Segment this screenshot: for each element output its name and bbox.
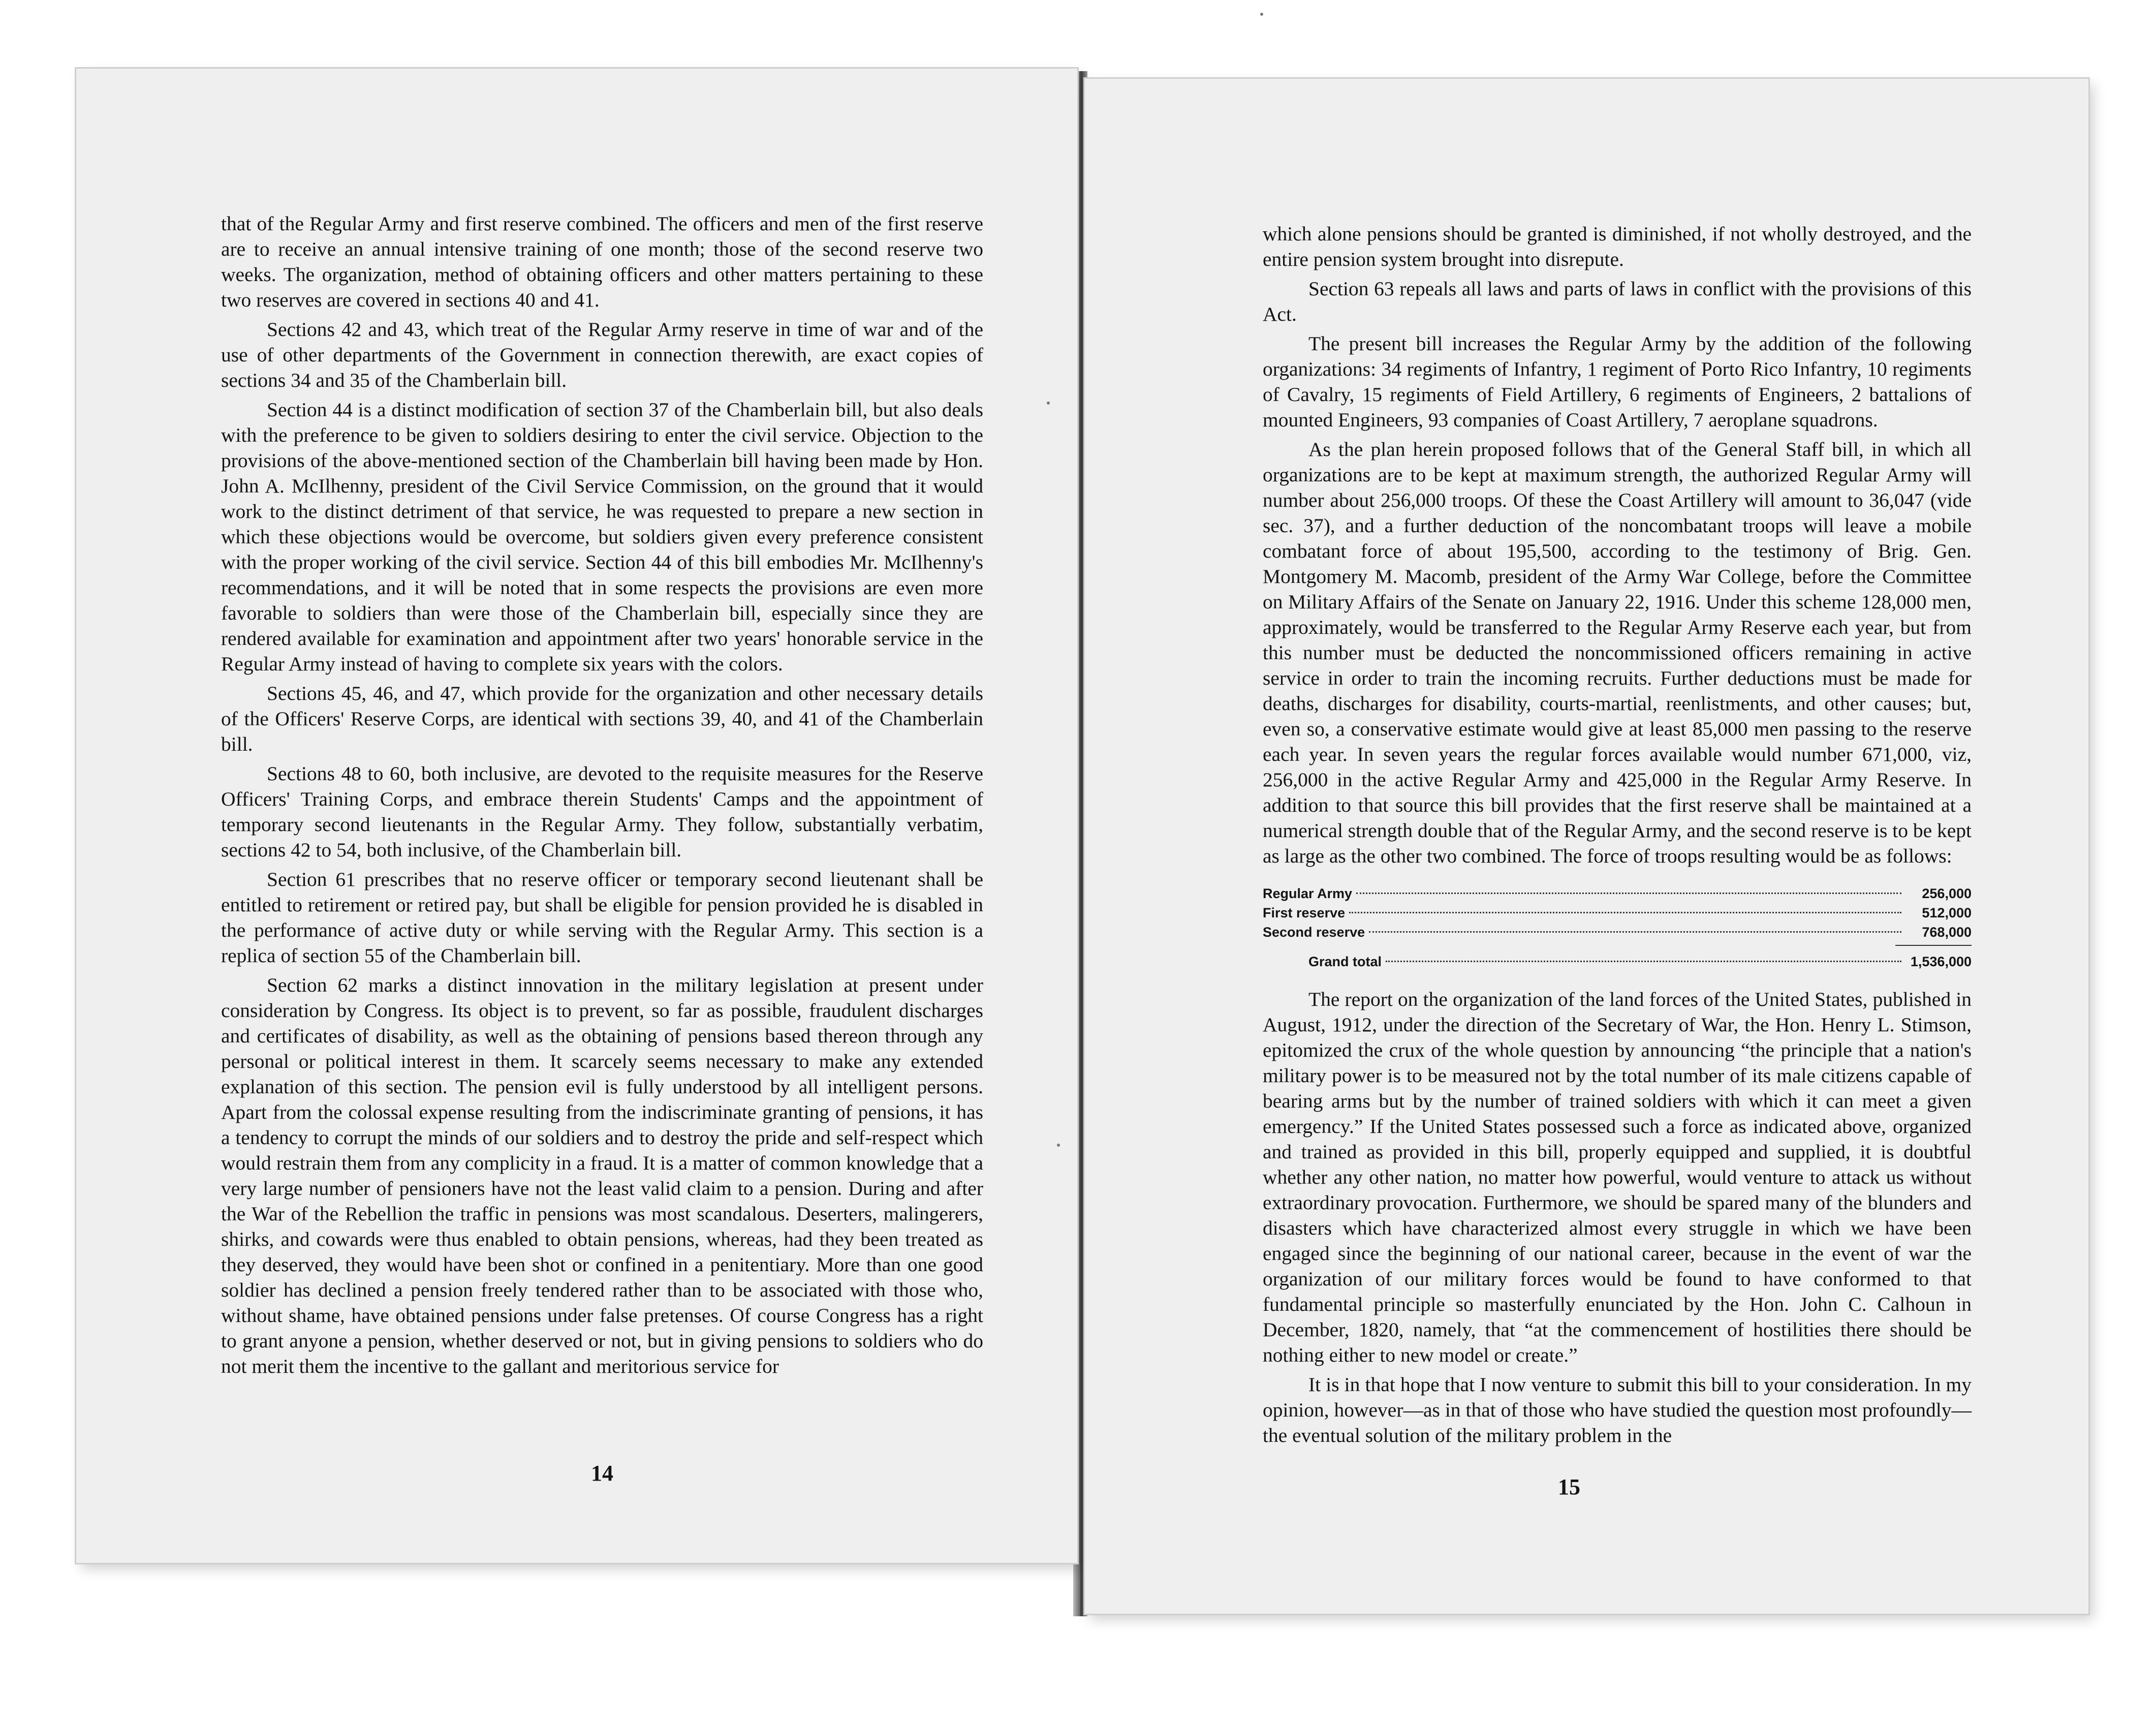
paragraph: Section 44 is a distinct modification of section 37 of the Chamberlain bill, but also deals with the preference to be given to soldiers desiring to enter the civil service. Objection to the provisions of the above-mentioned section of the Chamberlain bill having been made by Hon. John A. McIlhenny, president of the Civil Service Commission, on the ground that it would work to the distinct detriment of that service, he was requested to prepare a new section in which these objections would be overcome, but soldiers given every preference consistent with the proper working of the civil service. Section 44 of this bill embodies Mr. McIlhenny's recommendations, and it will be noted that in some respects the provisions are even more favorable to soldiers than were those of the Chamberlain bill, especially since they are rendered available for examination and appointment after two years' honorable service in the Regular Army instead of having to complete six years with the colors. — [221, 398, 983, 675]
force-table-row — [1263, 922, 1972, 942]
left-page — [76, 69, 1077, 1563]
right-paragraphs-before-table — [1263, 221, 1972, 869]
force-label: Second reserve — [1263, 925, 1365, 940]
paragraph: Section 62 marks a distinct innovation in the military legislation at present under consideration by Congress. Its object is to prevent, so far as possible, fraudulent discharges and certificates of disability, as well as the obtaining of pensions based thereon through any personal or political interest in them. It scarcely seems necessary to make any extended explanation of this section. The pension evil is fully understood by all intelligent persons. Apart from the colossal expense resulting from the indiscriminate granting of pensions, it has a tendency to corrupt the minds of our soldiers and to destroy the pride and self-respect which would restrain them from any complicity in a fraud. It is a matter of common knowledge that a very large number of pensioners have not the least valid claim to a pension. During and after the War of the Rebellion the traffic in pensions was most scandalous. Deserters, malingerers, shirks, and cowards were thus enabled to obtain pensions, whereas, had they been treated as they deserved, they would have been shot or confined in a penitentiary. More than one good soldier has declined a pension freely tendered rather than to be associated with those who, without shame, have obtained pensions under false pretenses. Of course Congress has a right to grant anyone a pension, whether deserved or not, but in giving pensions to soldiers who do not merit them the incentive to the gallant and meritorious service for — [221, 974, 983, 1377]
dust-speck — [1260, 13, 1263, 16]
force-table-total-row — [1263, 952, 1972, 971]
grand-total-label: Grand total — [1308, 954, 1382, 969]
dust-speck — [1047, 402, 1050, 405]
paragraph: As the plan herein proposed follows that of the General Staff bill, in which all organizations are to be kept at maximum strength, the authorized Regular Army will number about 256,000 troops. Of these the Coast Artillery will amount to 36,047 (vide sec. 37), and a further deduction of the noncombatant troops will leave a mobile combatant force of about 195,500, according to the testimony of Brig. Gen. Montgomery M. Macomb, president of the Army War College, before the Committee on Military Affairs of the Senate on January 22, 1916. Under this scheme 128,000 men, approximately, would be transferred to the Regular Army Reserve each year, but from this number must be deducted the noncommissioned officers remaining in active service in order to train the incoming recruits. Further deductions must be made for deaths, discharges for disability, courts-martial, reenlistments, and other causes; but, even so, a conservative estimate would give at least 85,000 men passing to the reserve each year. In seven years the regular forces available would number 671,000, viz, 256,000 in the active Regular Army and 425,000 in the Regular Army Reserve. In addition to that source this bill provides that the first reserve shall be maintained at a numerical strength double that of the Regular Army, and the second reserve is to be kept as large as the other two combined. The force of troops resulting would be as follows: — [1263, 438, 1972, 867]
page-number-right: 15 — [1558, 1474, 1580, 1499]
paragraph: Sections 42 and 43, which treat of the Regular Army reserve in time of war and of the use of other departments of the Government in connection therewith, are exact copies of sections 34 and 35 of the Chamberlain bill. — [221, 318, 983, 391]
paragraph: Sections 48 to 60, both inclusive, are devoted to the requisite measures for the Reserve Officers' Training Corps, and embrace therein Students' Camps and the appointment of temporary second lieutenants in the Regular Army. They follow, substantially verbatim, sections 42 to 54, both inclusive, of the Chamberlain bill. — [221, 762, 983, 861]
dust-speck — [1057, 1144, 1060, 1147]
force-table — [1263, 884, 1972, 971]
force-label: First reserve — [1263, 905, 1346, 920]
right-page — [1085, 79, 2088, 1614]
force-value: 512,000 — [1922, 905, 1972, 920]
force-label: Regular Army — [1263, 886, 1353, 901]
force-table-rows — [1263, 884, 1972, 942]
paragraph: Section 61 prescribes that no reserve officer or temporary second lieutenant shall be entitled to retirement or retired pay, but shall be eligible for pension provided he is disabled in the performance of active duty or while serving with the Regular Army. This section is a replica of section 55 of the Chamberlain bill. — [221, 868, 983, 967]
grand-total-value: 1,536,000 — [1910, 954, 1972, 969]
paragraph: Sections 45, 46, and 47, which provide for the organization and other necessary details of the Officers' Reserve Corps, are identical with sections 39, 40, and 41 of the Chamberlain bill. — [221, 682, 983, 755]
paragraph: The present bill increases the Regular Army by the addition of the following organizations: 34 regiments of Infantry, 1 regiment of Porto Rico Infantry, 10 regiments of Cavalry, 15 regiments of Field Artillery, 6 regiments of Engineers, 2 battalions of mounted Engineers, 93 companies of Coast Artillery, 7 aeroplane squadrons. — [1263, 332, 1972, 431]
leader-dots — [1356, 893, 1901, 894]
left-page-text — [221, 211, 983, 1379]
paragraph: Section 63 repeals all laws and parts of laws in conflict with the provisions of this Act. — [1263, 278, 1972, 325]
leader-dots — [1349, 912, 1901, 913]
right-paragraphs-after-table — [1263, 987, 1972, 1448]
paragraph: that of the Regular Army and first reserve combined. The officers and men of the first reserve are to receive an annual intensive training of one month; those of the second reserve two weeks. The organization, method of obtaining officers and other matters pertaining to these two reserves are covered in sections 40 and 41. — [221, 212, 983, 311]
total-rule — [1895, 945, 1972, 946]
force-value: 768,000 — [1922, 925, 1972, 940]
page-number-left: 14 — [591, 1461, 613, 1486]
paragraph: It is in that hope that I now venture to submit this bill to your consideration. In my opinion, however—as in that of those who have studied the question most profoundly—the eventual solution of the military problem in the — [1263, 1373, 1972, 1447]
paragraph: which alone pensions should be granted is diminished, if not wholly destroyed, and the entire pension system brought into disrepute. — [1263, 223, 1972, 270]
paragraph: The report on the organization of the land forces of the United States, published in August, 1912, under the direction of the Secretary of War, the Hon. Henry L. Stimson, epitomized the crux of the whole question by announcing “the principle that a nation's military power is to be measured not by the total number of its male citizens capable of bearing arms but by the number of trained soldiers with which it can meet a given emergency.” If the United States possessed such a force as indicated above, organized and trained as provided in this bill, properly equipped and supplied, it is doubtful whether any other nation, no matter how powerful, would venture to attack us without extraordinary provocation. Furthermore, we should be spared many of the blunders and disasters which have characterized almost every struggle in which we have been engaged since the beginning of our national career, because in the event of war the organization of our military forces would be found to have conformed to that fundamental principle so masterfully enunciated by the Hon. John C. Calhoun in December, 1820, namely, that “at the commencement of hostilities there should be nothing either to new model or create.” — [1263, 988, 1972, 1366]
leader-dots — [1369, 931, 1901, 933]
force-table-row — [1263, 884, 1972, 903]
force-table-row — [1263, 903, 1972, 922]
leader-dots — [1386, 961, 1901, 962]
right-page-text — [1263, 221, 1972, 1448]
force-value: 256,000 — [1922, 886, 1972, 901]
